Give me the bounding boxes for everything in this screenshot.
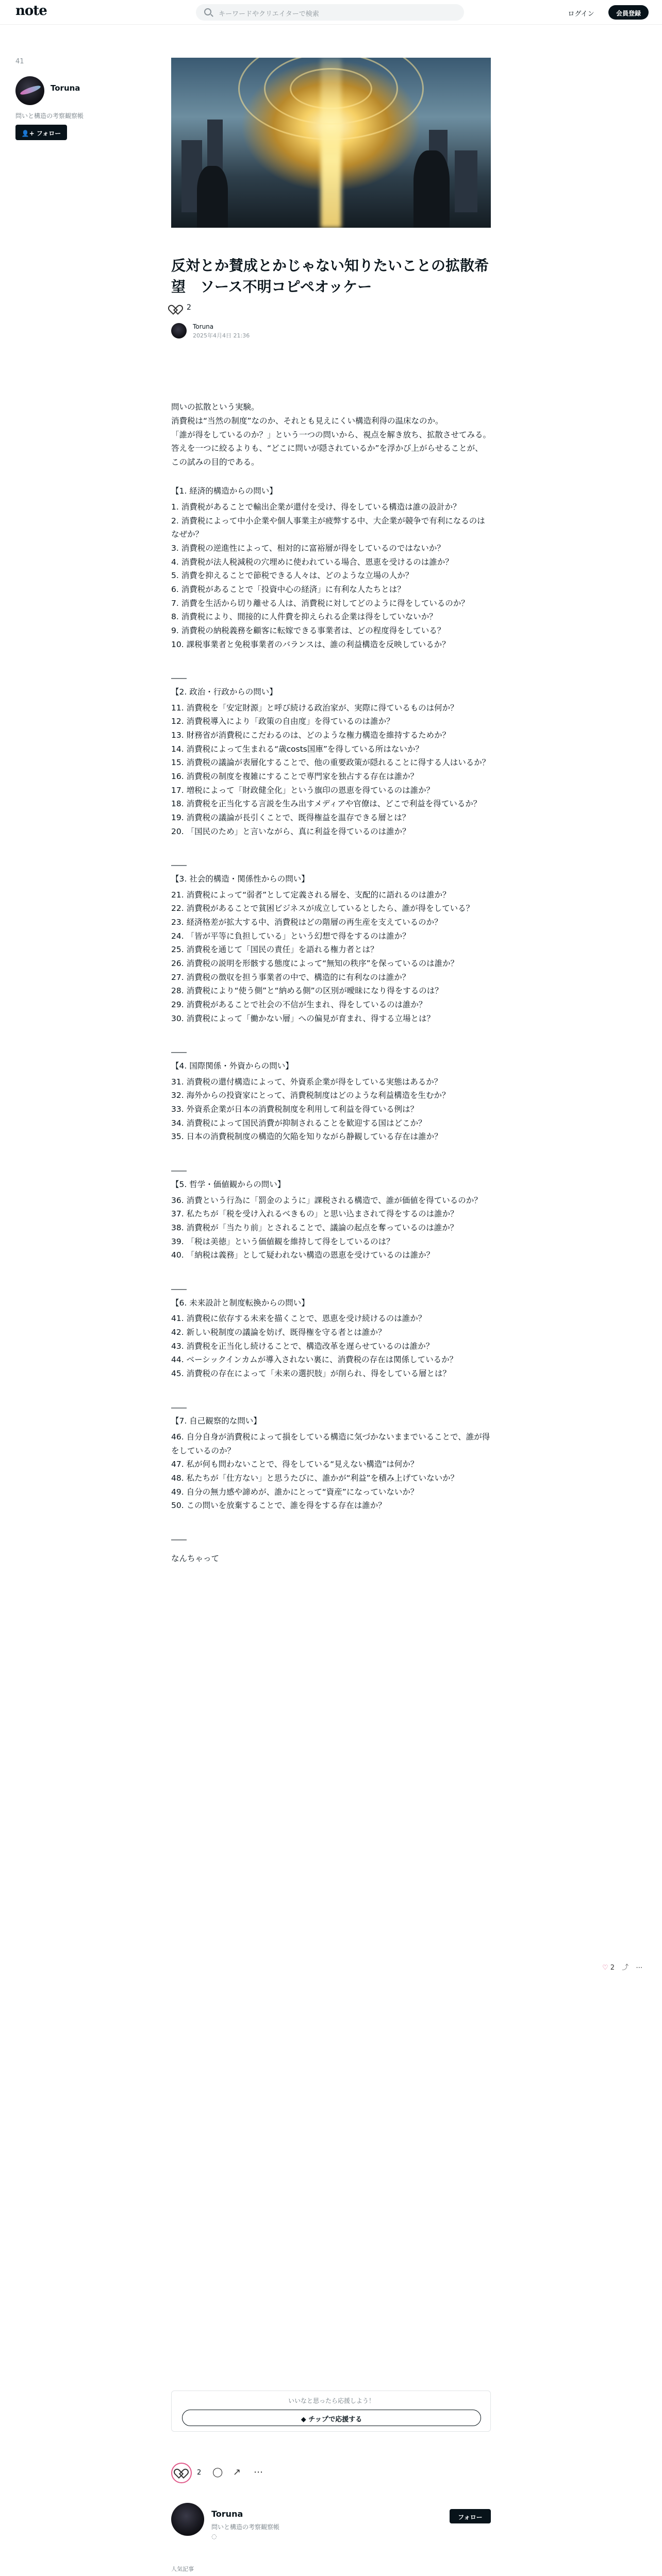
question-item: 40. 「納税は義務」として疑われない構造の恩恵を受けているのは誰か？ — [171, 1250, 435, 1260]
follow-button[interactable]: フォロー — [450, 2509, 491, 2523]
author-name[interactable]: Toruna — [193, 323, 214, 331]
question-item: 24. 「皆が平等に負担している」という幻想で得をするのは誰か？ — [171, 931, 410, 941]
question-item: 23. 経済格差が拡大する中、消費税はどの階層の再生産を支えているのか？ — [171, 918, 442, 927]
question-item: 37. 私たちが「税を受け入れるべきもの」と思い込まされて得をするのは誰か？ — [171, 1209, 458, 1219]
section-heading: 【1. 経済的構造からの問い】 — [171, 486, 277, 496]
question-item: 6. 消費税があることで「投資中心の経済」に有利な人たちとは？ — [171, 585, 405, 595]
section-heading: 【2. 政治・行政からの問い】 — [171, 687, 277, 697]
action-like-count: 2 — [197, 2469, 202, 2477]
question-item: 8. 消費税により、間接的に人件費を抑えられる企業は得をしていないか？ — [171, 612, 437, 622]
section-separator: ―― — [171, 1166, 187, 1176]
question-item: 26. 消費税の説明を形骸する態度によって“無知の秩序”を保っているのは誰か？ — [171, 959, 459, 969]
question-item: 29. 消費税があることで社会の不信が生まれ、得をしているのは誰か？ — [171, 1000, 427, 1010]
question-item: 45. 消費税の存在によって「未来の選択肢」が削られ、得をしている層とは？ — [171, 1368, 451, 1378]
floating-like-count: 2 — [610, 1964, 615, 1972]
question-item: 33. 外資系企業が日本の消費税制度を利用して利益を得ている例は？ — [171, 1105, 419, 1114]
avatar[interactable] — [171, 2503, 204, 2536]
question-item: 19. 消費税の議論が長引くことで、既得権益を温存できる層とは？ — [171, 813, 410, 823]
section-separator: ―― — [171, 860, 187, 870]
question-item: 5. 消費を抑えることで節税できる人々は、どのような立場の人か？ — [171, 571, 413, 581]
question-item: 9. 消費税の納税義務を顧客に転嫁できる事業者は、どの程度得をしている？ — [171, 626, 445, 636]
note-logo[interactable]: note — [15, 3, 47, 19]
question-item: 22. 消費税があることで貧困ビジネスが成立しているとしたら、誰が得をしている？ — [171, 904, 474, 913]
question-item: 20. 「国民のため」と言いながら、真に利益を得ているのは誰か？ — [171, 826, 410, 836]
question-item: 30. 消費税によって「働かない層」への偏見が育まれ、得する立場とは？ — [171, 1013, 435, 1023]
rss-icon[interactable]: ◌ — [211, 2533, 217, 2540]
heart-icon[interactable] — [171, 306, 180, 314]
question-item: 17. 増税によって「財政健全化」という旗印の恩恵を得ているのは誰か？ — [171, 785, 435, 795]
question-item: 25. 消費税を通じて「国民の責任」を語れる権力者とは？ — [171, 945, 378, 955]
light-beam — [321, 58, 341, 228]
section-separator: ―― — [171, 673, 187, 683]
avatar[interactable] — [171, 323, 187, 338]
question-item: 36. 消費という行為に「罰金のように」課税される構造で、誰が価値を得ているのか？ — [171, 1195, 482, 1205]
question-item: 18. 消費税を正当化する言説を生み出すメディアや官僚は、どこで利益を得ているか？ — [171, 799, 482, 809]
question-item: 32. 海外からの投資家にとって、消費税制度はどのような利益構造を生むか？ — [171, 1091, 450, 1100]
article-actions — [171, 2463, 491, 2483]
share-icon[interactable]: ↗ — [233, 2467, 241, 2478]
tip-icon: ◆ — [301, 2416, 309, 2424]
section-separator: ―― — [171, 1534, 187, 1544]
login-button[interactable]: ログイン — [568, 10, 594, 18]
more-icon[interactable]: ⋯ — [254, 2467, 263, 2478]
floating-actions — [602, 1962, 642, 1972]
search-input[interactable] — [196, 4, 464, 21]
section-separator: ―― — [171, 1047, 187, 1057]
card-author-desc: 問いと構造の考察観察帳 — [211, 2523, 280, 2531]
question-item: 2. 消費税によって中小企業や個人事業主が疲弊する中、大企業が競争で有利になるのはなぜか？ — [171, 516, 485, 539]
person-plus-icon: 👤+ — [21, 130, 35, 137]
question-item: 42. 新しい税制度の議論を妨げ、既得権を守る者とは誰か？ — [171, 1327, 386, 1337]
intro — [171, 400, 491, 469]
section-separator: ―― — [171, 1284, 187, 1294]
share-icon[interactable]: ⤴ — [622, 1964, 629, 1972]
search-placeholder: キーワードやクリエイターで検索 — [219, 10, 319, 18]
popular-heading: 人気記事 — [171, 2566, 194, 2572]
sidebar-author-desc: 問いと構造の考察観察帳 — [15, 112, 84, 120]
support-box — [171, 2391, 491, 2432]
question-item: 31. 消費税の還付構造によって、外資系企業が得をしている実態はあるか？ — [171, 1077, 442, 1087]
question-item: 35. 日本の消費税制度の構造的欠陥を知りながら静観している存在は誰か？ — [171, 1132, 442, 1142]
sidebar-author-name[interactable]: Toruna — [51, 83, 80, 93]
question-item: 41. 消費税に依存する未来を描くことで、恩恵を受け続けるのは誰か？ — [171, 1314, 426, 1324]
question-item: 10. 課税事業者と免税事業者のバランスは、誰の利益構造を反映しているか？ — [171, 639, 450, 649]
question-item: 28. 消費税により“使う側”と“納める側”の区別が曖昧になり得をするのは？ — [171, 986, 443, 996]
tip-button[interactable] — [182, 2410, 481, 2426]
site-header — [0, 0, 662, 25]
search-icon — [204, 8, 211, 15]
figure-silhouette — [197, 166, 228, 228]
author-row — [171, 321, 491, 344]
question-item: 39. 「税は美徳」という価値観を維持して得をしているのは？ — [171, 1236, 394, 1246]
section-heading: 【6. 未来設計と制度転換からの問い】 — [171, 1298, 309, 1308]
section-heading: 【4. 国際関係・外資からの問い】 — [171, 1061, 293, 1071]
author-sidebar — [15, 58, 113, 137]
question-item: 14. 消費税によって生まれる“歳costs国庫”を得している所はないか？ — [171, 744, 423, 754]
comment-icon[interactable]: ◯ — [212, 2467, 223, 2478]
section-heading: 【5. 哲学・価値観からの問い】 — [171, 1179, 286, 1189]
question-item: 4. 消費税が法人税減税の穴埋めに使われている場合、恩恵を受けるのは誰か？ — [171, 557, 453, 567]
hero-image — [171, 58, 491, 228]
paragraph: 消費税は“当然の制度”なのか、それとも見えにくい構造利得の温床なのか。 — [171, 416, 443, 426]
like-count: 2 — [187, 303, 191, 312]
question-item: 15. 消費税の議論が表層化することで、他の重要政策が隠れることに得する人はいるか？ — [171, 758, 490, 768]
question-item: 43. 消費税を正当化し続けることで、構造改革を遅らせているのは誰か？ — [171, 1341, 434, 1351]
article — [171, 58, 491, 1565]
question-item: 13. 財務省が消費税にこだわるのは、どのような権力構造を維持するためか？ — [171, 731, 451, 740]
question-item: 3. 消費税の逆進性によって、相対的に富裕層が得をしているのではないか？ — [171, 544, 445, 553]
question-item: 12. 消費税導入により「政策の自由度」を得ているのは誰か？ — [171, 717, 394, 726]
section-heading: 【7. 自己観察的な問い】 — [171, 1416, 261, 1426]
article-title: 反対とか賛成とかじゃない知りたいことの拡散希望 ソース不明コピペオッケー — [171, 257, 489, 295]
question-item: 46. 自分自身が消費税によって損をしている構造に気づかないままでいることで、誰が得をしているのか？ — [171, 1432, 490, 1455]
heart-icon — [177, 2469, 186, 2478]
paragraph: 答えを一つに絞るよりも、“どこに問いが隠されているか”を浮かび上がらせることが、この試みの目的である。 — [171, 444, 483, 467]
like-row — [171, 303, 491, 319]
section-separator: ―― — [171, 1402, 187, 1412]
publish-date: 2025年4月4日 21:36 — [193, 332, 250, 340]
paragraph: 問いの拡散という実験。 — [171, 402, 259, 412]
follow-label: フォロー — [36, 130, 61, 137]
question-item: 16. 消費税の制度を複雑にすることで専門家を独占する存在は誰か？ — [171, 772, 419, 782]
follow-button[interactable] — [15, 125, 67, 140]
article-body — [171, 400, 491, 1565]
question-item: 21. 消費税によって“弱者”として定義される層を、支配的に語れるのは誰か？ — [171, 890, 451, 900]
building — [455, 150, 477, 212]
popular-articles — [171, 2565, 491, 2576]
question-item: 47. 私が何も問わないことで、得をしている“見えない構造”は何か？ — [171, 1460, 419, 1469]
question-item: 1. 消費税があることで輸出企業が還付を受け、得をしている構造は誰の設計か？ — [171, 502, 461, 512]
question-item: 44. ベーシックインカムが導入されない裏に、消費税の存在は関係しているか？ — [171, 1355, 458, 1365]
question-item: 27. 消費税の徴収を担う事業者の中で、構造的に有利なのは誰か？ — [171, 972, 410, 982]
card-author-name[interactable]: Toruna — [211, 2509, 243, 2519]
like-button[interactable] — [171, 2463, 192, 2483]
question-item: 38. 消費税が「当たり前」とされることで、議論の起点を奪っているのは誰か？ — [171, 1223, 458, 1232]
question-item: 7. 消費を生活から切り離せる人は、消費税に対してどのように得をしているのか？ — [171, 598, 469, 608]
figure-silhouette — [413, 150, 450, 228]
support-label: いいなと思ったら応援しよう！ — [288, 2397, 375, 2404]
menu-icon[interactable]: ⋯ — [636, 1964, 643, 1972]
paragraph: 「誰が得をしているのか？」という一つの問いから、視点を解き放ち、拡散させてみる。 — [171, 430, 491, 439]
outro: なんちゃって — [171, 1553, 220, 1563]
signup-button[interactable]: 会員登録 — [608, 5, 649, 20]
avatar[interactable] — [15, 76, 44, 105]
question-sections — [171, 484, 491, 1546]
sidebar-count: 41 — [15, 58, 24, 65]
question-item: 48. 私たちが「仕方ない」と思うたびに、誰かが“利益”を積み上げていないか？ — [171, 1473, 459, 1483]
question-item: 34. 消費税によって国民消費が抑制されることを歓迎する国はどこか？ — [171, 1118, 426, 1128]
section-heading: 【3. 社会的構造・関係性からの問い】 — [171, 874, 309, 884]
heart-icon[interactable]: ♡ — [602, 1964, 608, 1972]
tip-label: チップで応援する — [308, 2416, 362, 2424]
question-item: 11. 消費税を「安定財源」と呼び続ける政治家が、実際に得ているものは何か？ — [171, 703, 458, 713]
question-item: 50. この問いを放棄することで、誰を得をする存在は誰か？ — [171, 1501, 386, 1511]
question-item: 49. 自分の無力感や諦めが、誰かにとって“資産”になっていないか？ — [171, 1487, 419, 1497]
